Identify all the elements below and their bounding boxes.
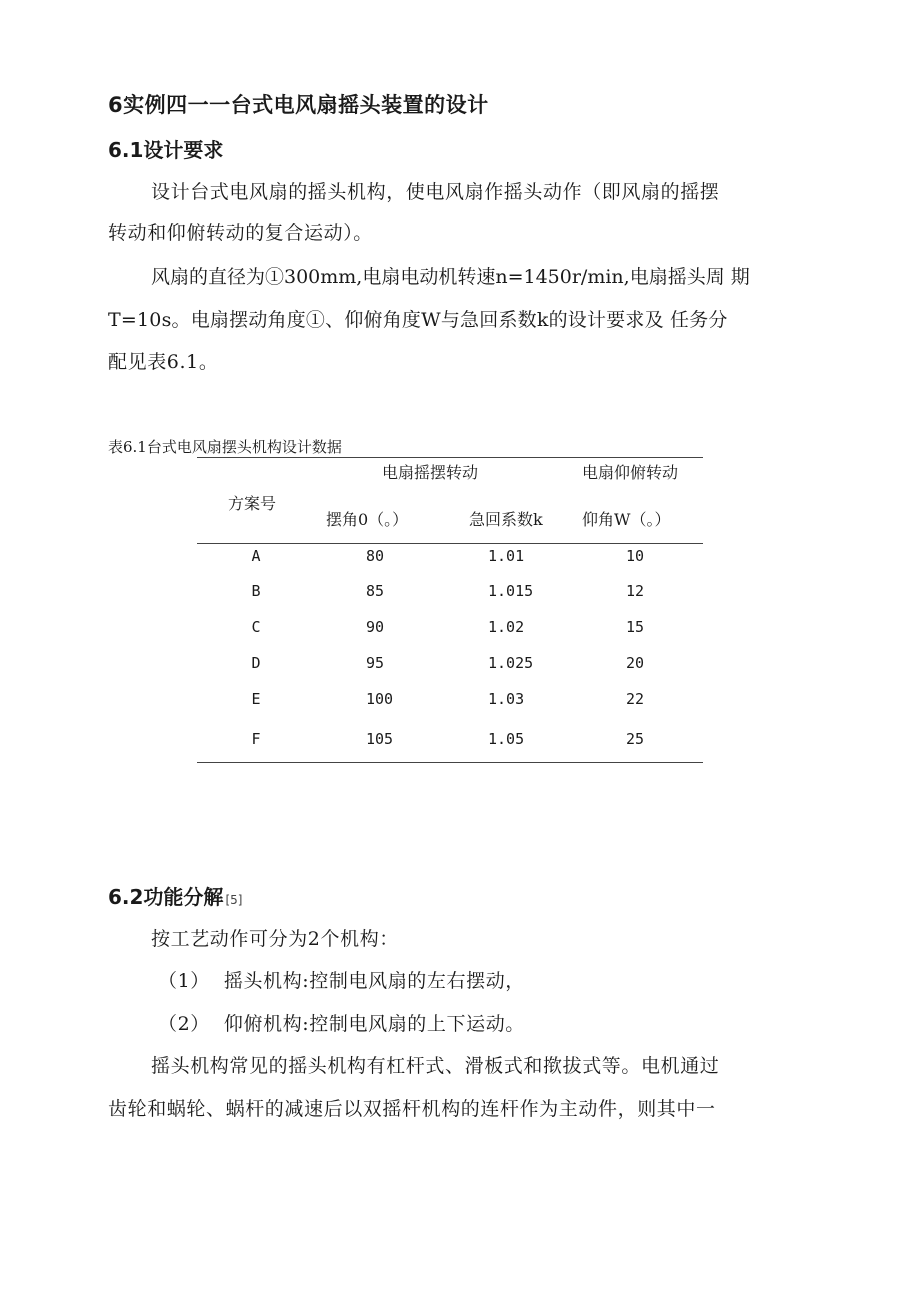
cell-scheme: F bbox=[251, 730, 261, 748]
paragraph-line: 摇头机构常见的摇头机构有杠杆式、滑板式和揿拔式等。电机通过 bbox=[151, 1055, 720, 1077]
cell-swing-angle: 85 bbox=[366, 582, 385, 600]
list-item-text: 摇头机构:控制电风扇的左右摆动， bbox=[223, 970, 525, 992]
cell-return-coefficient: 1.03 bbox=[488, 690, 525, 708]
table-caption: 表6.1台式电风扇摆头机构设计数据 bbox=[108, 438, 342, 456]
cell-return-coefficient: 1.01 bbox=[488, 547, 525, 565]
list-item bbox=[158, 966, 525, 993]
cell-return-coefficient: 1.02 bbox=[488, 618, 525, 636]
list-item bbox=[158, 1009, 525, 1036]
citation-ref: [5] bbox=[225, 893, 243, 907]
cell-swing-angle: 95 bbox=[366, 654, 385, 672]
cell-pitch-angle: 10 bbox=[626, 547, 645, 565]
cell-pitch-angle: 22 bbox=[626, 690, 645, 708]
column-header-pitch-angle: 仰角W（。） bbox=[582, 510, 671, 529]
cell-scheme: B bbox=[251, 582, 261, 600]
list-item-number: （2） bbox=[158, 1013, 210, 1035]
subsection-title-function-decomposition bbox=[108, 881, 242, 910]
cell-swing-angle: 105 bbox=[366, 730, 394, 748]
cell-return-coefficient: 1.025 bbox=[488, 654, 534, 672]
cell-swing-angle: 90 bbox=[366, 618, 385, 636]
paragraph-line: 风扇的直径为①300mm,电扇电动机转速n=1450r/min,电扇摇头周 期 bbox=[151, 266, 750, 288]
cell-scheme: D bbox=[251, 654, 261, 672]
paragraph-line: 设计台式电风扇的摇头机构，使电风扇作摇头动作（即风扇的摇摆 bbox=[151, 181, 720, 203]
table-header-rule bbox=[197, 543, 703, 544]
table-bottom-rule bbox=[197, 762, 703, 763]
cell-return-coefficient: 1.015 bbox=[488, 582, 534, 600]
cell-pitch-angle: 15 bbox=[626, 618, 645, 636]
group-header-swing: 电扇摇摆转动 bbox=[382, 463, 479, 482]
group-header-pitch: 电扇仰俯转动 bbox=[582, 463, 679, 482]
cell-swing-angle: 80 bbox=[366, 547, 385, 565]
cell-swing-angle: 100 bbox=[366, 690, 394, 708]
paragraph-line: 配见表6.1。 bbox=[108, 351, 219, 373]
cell-pitch-angle: 20 bbox=[626, 654, 645, 672]
cell-scheme: A bbox=[251, 547, 261, 565]
list-item-text: 仰俯机构:控制电风扇的上下运动。 bbox=[223, 1013, 525, 1035]
row-header-scheme: 方案号 bbox=[228, 494, 277, 513]
paragraph-line: T=10s。电扇摆动角度①、仰俯角度W与急回系数k的设计要求及 任务分 bbox=[108, 309, 728, 331]
paragraph-line: 转动和仰俯转动的复合运动）。 bbox=[108, 222, 373, 244]
paragraph-line: 齿轮和蜗轮、蜗杆的减速后以双摇杆机构的连杆作为主动件，则其中一 bbox=[108, 1098, 716, 1120]
cell-scheme: C bbox=[251, 618, 261, 636]
table-top-rule bbox=[197, 457, 703, 458]
intro-line: 按工艺动作可分为2个机构： bbox=[151, 928, 399, 950]
cell-pitch-angle: 12 bbox=[626, 582, 645, 600]
column-header-swing-angle: 摆角0（。） bbox=[326, 510, 409, 529]
cell-scheme: E bbox=[251, 690, 261, 708]
subsection-title-design-requirements: 6.1设计要求 bbox=[108, 138, 224, 162]
cell-return-coefficient: 1.05 bbox=[488, 730, 525, 748]
cell-pitch-angle: 25 bbox=[626, 730, 645, 748]
list-item-number: （1） bbox=[158, 970, 210, 992]
subsection-title-text: 6.2功能分解 bbox=[108, 885, 224, 909]
column-header-return-coefficient: 急回系数k bbox=[469, 510, 543, 529]
section-title: 6实例四一一台式电风扇摇头装置的设计 bbox=[108, 93, 489, 117]
